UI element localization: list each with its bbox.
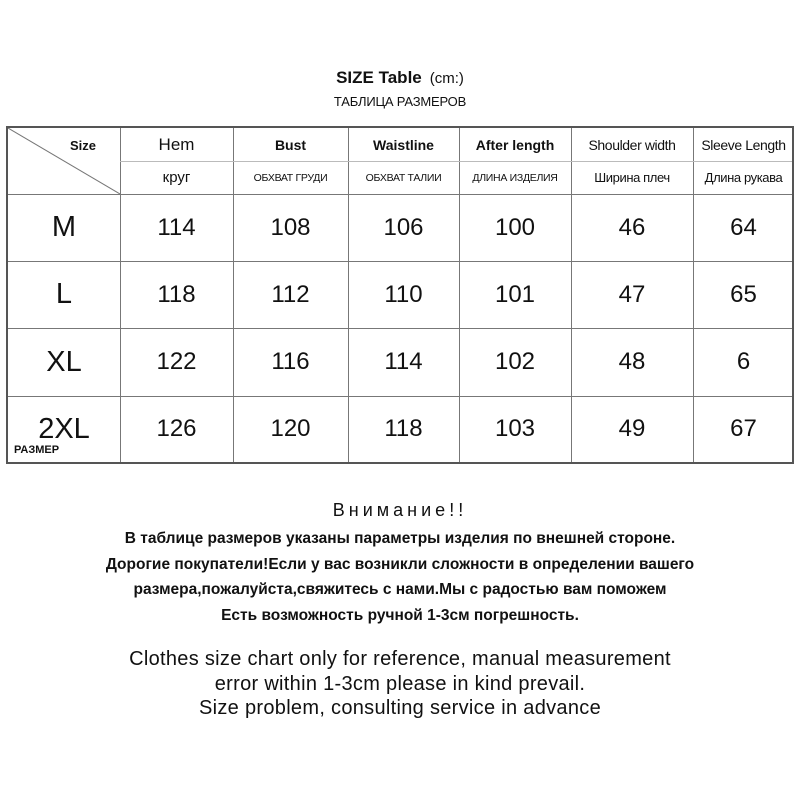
cell-l-sleeve-length: 65 xyxy=(730,280,757,308)
col-subheader-hem: круг xyxy=(162,169,191,186)
notice-line-2: Дорогие покупатели!Если у вас возникли сложности в определении вашего xyxy=(105,556,695,573)
col-header-shoulder-width: Shoulder width xyxy=(588,136,676,153)
row-size-xl: XL xyxy=(46,345,82,378)
english-note-line-2: error within 1-3cm please in kind prevail. xyxy=(214,673,586,695)
cell-2xl-shoulder-width: 49 xyxy=(618,415,646,442)
cell-xl-hem: 122 xyxy=(156,348,197,375)
cell-l-bust: 112 xyxy=(271,280,310,308)
cell-l-after-length: 101 xyxy=(494,280,536,308)
notice-line-1: В таблице размеров указаны параметры изделия по внешней стороне. xyxy=(124,530,676,547)
cell-m-bust: 108 xyxy=(270,213,311,241)
cell-m-waistline: 106 xyxy=(383,213,424,241)
col-header-after-length: After length xyxy=(475,136,555,153)
cell-2xl-hem: 126 xyxy=(156,415,197,442)
cell-2xl-after-length: 103 xyxy=(494,415,536,442)
corner-diagonal xyxy=(8,128,120,194)
col-subheader-bust: ОБХВАТ ГРУДИ xyxy=(253,171,328,184)
cell-2xl-waistline: 118 xyxy=(384,415,423,442)
row-size-l: L xyxy=(55,278,73,310)
corner-razmer-label: РАЗМЕР xyxy=(14,444,60,456)
col-header-hem: Hem xyxy=(158,134,195,154)
cell-xl-after-length: 102 xyxy=(494,348,536,375)
cell-2xl-sleeve-length: 67 xyxy=(730,415,757,442)
col-header-waistline: Waistline xyxy=(373,136,434,153)
notice-title: Внимание!! xyxy=(332,500,468,520)
unit-text: (cm:) xyxy=(429,70,464,87)
row-size-m: M xyxy=(51,211,77,243)
row-size-2xl: 2XL xyxy=(38,412,90,445)
notice-line-3: размера,пожалуйста,свяжитесь с нами.Мы с радостью вам поможем xyxy=(133,581,667,598)
english-note-line-1: Clothes size chart only for reference, manual measurement xyxy=(129,648,671,670)
size-table xyxy=(6,126,794,464)
cell-m-hem: 114 xyxy=(157,213,196,241)
cell-xl-shoulder-width: 48 xyxy=(618,348,646,375)
cell-l-waistline: 110 xyxy=(384,280,423,308)
cell-m-after-length: 100 xyxy=(494,213,536,241)
cell-m-sleeve-length: 64 xyxy=(730,213,757,241)
size-table-title xyxy=(0,68,800,88)
cell-l-shoulder-width: 47 xyxy=(618,280,646,308)
col-subheader-after-length: ДЛИНА ИЗДЕЛИЯ xyxy=(472,171,558,184)
corner-size-label: Size xyxy=(70,138,97,153)
col-header-bust: Bust xyxy=(274,136,307,153)
cell-l-hem: 118 xyxy=(157,280,196,308)
cell-m-shoulder-width: 46 xyxy=(618,213,646,241)
cell-xl-waistline: 114 xyxy=(384,348,423,375)
col-subheader-sleeve-length: Длина рукава xyxy=(704,170,783,185)
cell-xl-sleeve-length: 6 xyxy=(736,348,751,375)
title-text: SIZE Table xyxy=(336,68,422,87)
notice-line-4: Есть возможность ручной 1-3см погрешность. xyxy=(221,607,579,624)
cell-xl-bust: 116 xyxy=(271,348,310,375)
col-subheader-waistline: ОБХВАТ ТАЛИИ xyxy=(365,171,442,184)
col-header-sleeve-length: Sleeve Length xyxy=(701,136,786,153)
cell-2xl-bust: 120 xyxy=(270,415,311,442)
english-note-line-3: Size problem, consulting service in advance xyxy=(199,697,601,719)
col-subheader-shoulder-width: Ширина плеч xyxy=(594,170,670,185)
size-table-subtitle: ТАБЛИЦА РАЗМЕРОВ xyxy=(333,94,467,109)
